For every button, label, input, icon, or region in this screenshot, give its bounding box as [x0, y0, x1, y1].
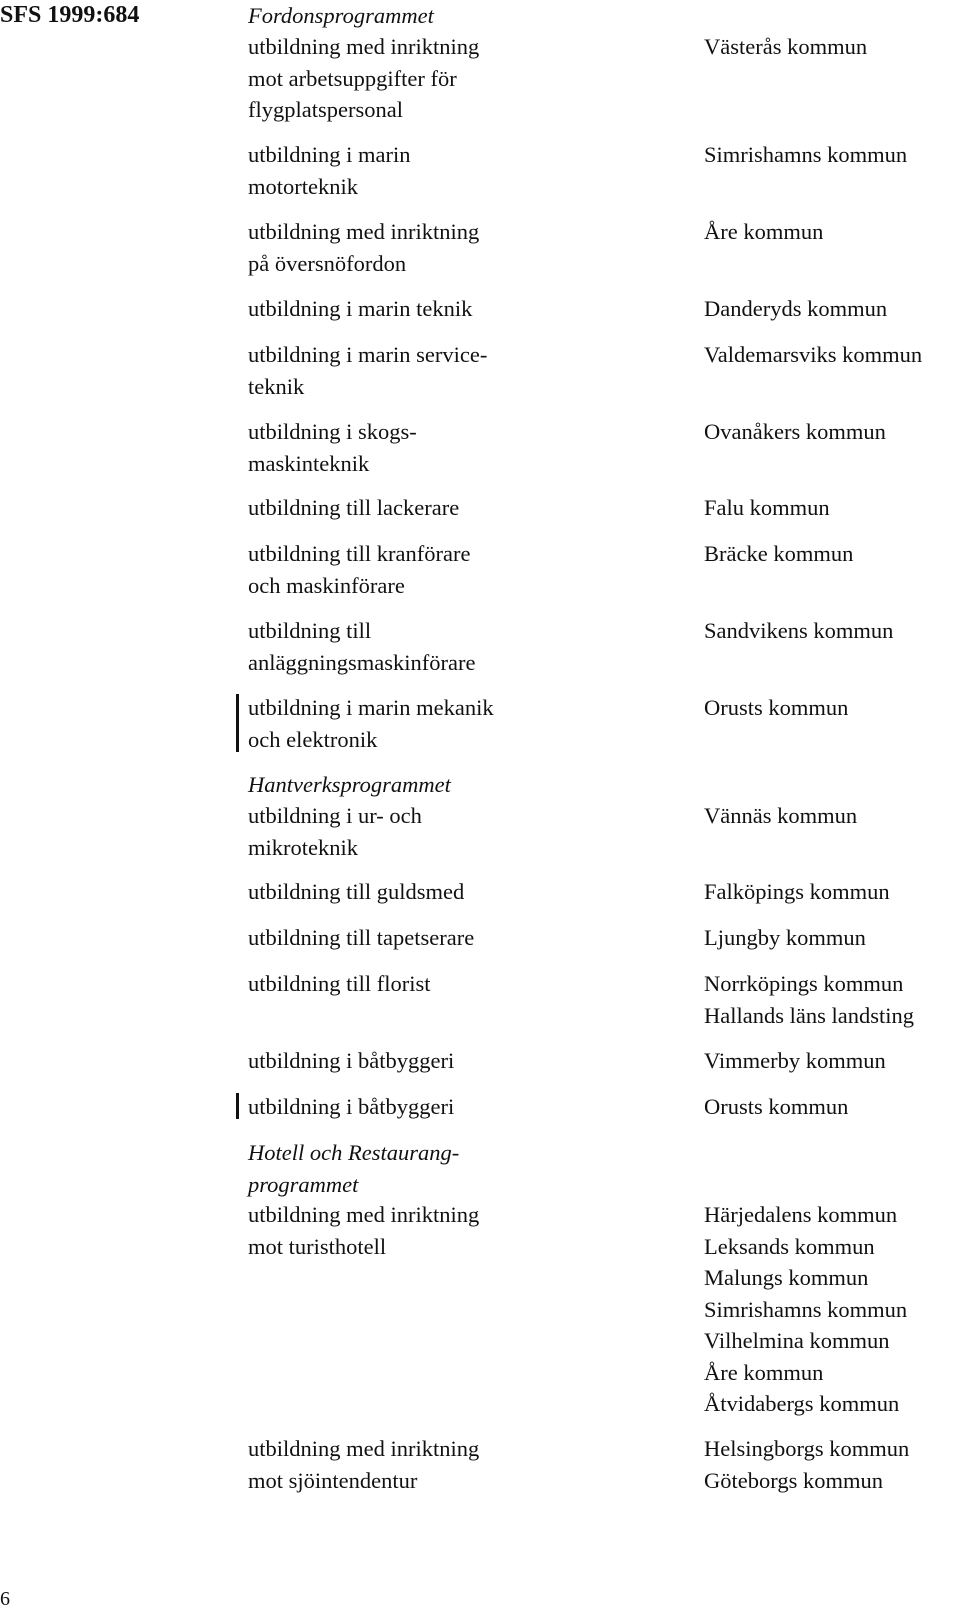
education-entry: utbildning i ur- och mikroteknik: [248, 803, 422, 860]
change-bar: [236, 1093, 239, 1119]
municipality-entry: Bräcke kommun: [704, 541, 854, 566]
education-entry: utbildning med inriktning mot arbetsuppgifter för flygplatspersonal: [248, 34, 480, 122]
municipality-entry: Västerås kommun: [704, 34, 868, 59]
program-heading: Hotell och Restaurang- programmet: [248, 1140, 460, 1197]
education-entry: utbildning till guldsmed: [248, 879, 465, 904]
education-entry: utbildning i marin motorteknik: [248, 142, 411, 199]
municipality-entry: Ljungby kommun: [704, 925, 866, 950]
municipality-entry: Vännäs kommun: [704, 803, 858, 828]
municipality-entry: Sandvikens kommun: [704, 618, 894, 643]
education-entry: utbildning med inriktning på översnöfordon: [248, 219, 480, 276]
education-entry: utbildning i marin mekanik och elektronik: [248, 695, 494, 752]
municipality-entry: Simrishamns kommun: [704, 142, 908, 167]
municipality-entry: Orusts kommun: [704, 695, 849, 720]
municipality-entry: Valdemarsviks kommun: [704, 342, 923, 367]
education-entry: utbildning i båtbyggeri: [248, 1094, 455, 1119]
municipality-entry: Norrköpings kommun Hallands läns landsting: [704, 971, 914, 1028]
municipality-entry: Vimmerby kommun: [704, 1048, 886, 1073]
education-entry: utbildning i båtbyggeri: [248, 1048, 455, 1073]
education-entry: utbildning till tapetserare: [248, 925, 475, 950]
education-entry: utbildning till kranförare och maskinförare: [248, 541, 471, 598]
municipality-entry: Helsingborgs kommun Göteborgs kommun: [704, 1436, 910, 1493]
program-heading: Hantverksprogrammet: [248, 772, 451, 797]
education-entry: utbildning i marin teknik: [248, 296, 473, 321]
municipality-entry: Åre kommun: [704, 219, 824, 244]
municipality-entry: Härjedalens kommun Leksands kommun Malungs kommun Simrishamns kommun Vilhelmina kommun Åre kommun Åtvidabergs kommun: [704, 1202, 908, 1416]
sfs-number: SFS 1999:684: [0, 2, 140, 28]
education-entry: utbildning med inriktning mot sjöintendentur: [248, 1436, 480, 1493]
education-entry: utbildning med inriktning mot turisthotell: [248, 1202, 480, 1259]
change-bar: [236, 694, 239, 752]
municipality-entry: Ovanåkers kommun: [704, 419, 886, 444]
municipality-entry: Danderyds kommun: [704, 296, 888, 321]
education-entry: utbildning till anläggningsmaskinförare: [248, 618, 476, 675]
municipality-entry: Falköpings kommun: [704, 879, 890, 904]
program-heading: Fordonsprogrammet: [248, 3, 434, 28]
municipality-entry: Falu kommun: [704, 495, 830, 520]
education-entry: utbildning till florist: [248, 971, 431, 996]
education-entry: utbildning i marin service- teknik: [248, 342, 488, 399]
page-number: 6: [0, 1588, 10, 1610]
education-entry: utbildning i skogs- maskinteknik: [248, 419, 417, 476]
education-entry: utbildning till lackerare: [248, 495, 460, 520]
municipality-entry: Orusts kommun: [704, 1094, 849, 1119]
